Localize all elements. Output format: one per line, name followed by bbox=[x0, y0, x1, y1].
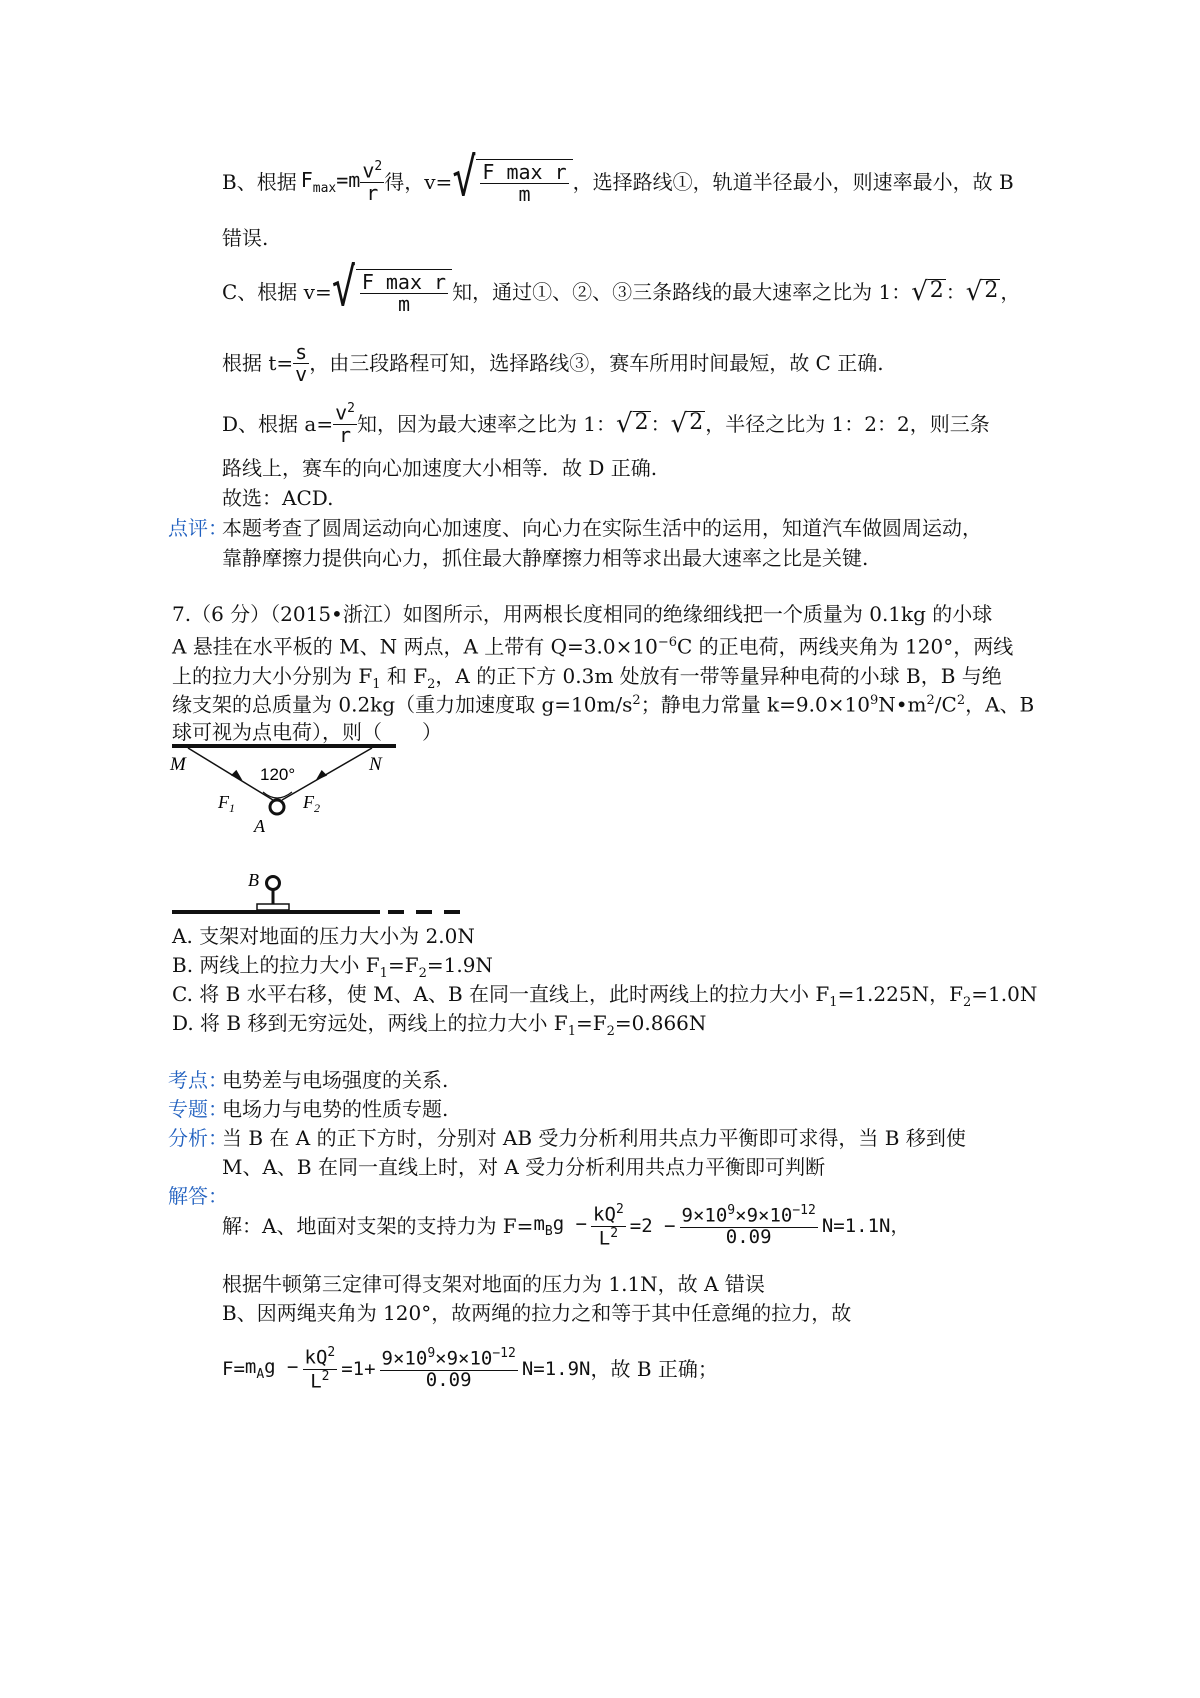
ball-a bbox=[270, 800, 284, 814]
q7-option-b: B. 两线上的拉力大小 $F_1=F_2=1.9N$ bbox=[172, 953, 493, 981]
formula-fmax: $F_{max}=m$ bbox=[300, 167, 361, 196]
sol6-c-text4: ， bbox=[1000, 280, 1021, 304]
thread-right bbox=[282, 748, 372, 800]
sol7-a-line2: 根据牛顿第三定律可得支架对地面的压力为 1.1N，故 A 错误 bbox=[222, 1272, 765, 1296]
sol6-c-text2: 知，通过①、②、③三条路线的最大速率之比为 1： bbox=[452, 280, 912, 304]
sol6-d-text3: ： bbox=[650, 412, 671, 436]
q7-line5: 球可视为点电荷），则（ ） bbox=[172, 720, 442, 744]
kaodian-label: 考点： bbox=[168, 1068, 228, 1092]
sol7-b-line1: B、因两绳夹角为 120°，故两绳的拉力之和等于其中任意绳的拉力，故 bbox=[222, 1301, 852, 1325]
sqrt2-d2: √ 2 bbox=[670, 409, 704, 439]
comment-label: 点评： bbox=[168, 516, 228, 540]
sol7-b-line2: F= $m_Ag$ − $\frac{kQ^2}{L^2}$ =1+ $\frac{9\times 10^9\times 9\times 10^{-12}}{0.09}$ N=1.9N ，故 B 正确； bbox=[222, 1345, 718, 1392]
sol6-c-text3: ： bbox=[945, 280, 966, 304]
kaodian-text: 电势差与电场强度的关系. bbox=[222, 1068, 449, 1092]
label-f2: $F_2$ bbox=[303, 792, 320, 815]
formula-s-over-v: $\frac{s}{v}$ bbox=[295, 339, 308, 386]
fenxi-line2: M、A、B 在同一直线上时，对 A 受力分析利用共点力平衡即可判断 bbox=[222, 1155, 826, 1179]
sqrt2-d1: √ 2 bbox=[616, 409, 649, 439]
sqrt2-c1: √ 2 bbox=[911, 277, 944, 307]
sol6-c-line bbox=[222, 258, 1021, 322]
sqrt2-c2: √ 2 bbox=[965, 277, 999, 307]
q7-line1: 7.（6 分）（2015•浙江）如图所示，用两根长度相同的绝缘细线把一个质量为 0.1kg 的小球 bbox=[172, 602, 993, 626]
stand-base bbox=[257, 904, 289, 910]
sol6-d-line bbox=[222, 398, 990, 450]
q7-option-c: C. 将 B 水平右移，使 M、A、B 在同一直线上，此时两线上的拉力大小 $F_1=1.225N$，$F_2=1.0N$ bbox=[172, 982, 1038, 1010]
sol6-d-text4: ，半径之比为 1：2：2，则三条 bbox=[705, 412, 990, 436]
comment-line2: 靠静摩擦力提供向心力，抓住最大静摩擦力相等求出最大速率之比是关键. bbox=[222, 546, 869, 570]
sol6-answer: 故选：ACD. bbox=[222, 486, 334, 510]
label-m: M bbox=[170, 754, 186, 775]
sol6-d-text5: 路线上，赛车的向心加速度大小相等．故 D 正确. bbox=[222, 456, 658, 480]
q7-option-d: D. 将 B 移到无穷远处，两线上的拉力大小 $F_1=F_2=0.866N$ bbox=[172, 1011, 707, 1039]
sol6-b-text1: B、根据 bbox=[222, 170, 297, 194]
formula-v2-over-r: $\frac{v^2}{r}$ bbox=[362, 158, 383, 205]
sol6-b-line bbox=[222, 148, 1014, 212]
arrow-f2 bbox=[315, 770, 328, 781]
sol6-c-text6: ，由三段路程可知，选择路线③，赛车所用时间最短，故 C 正确. bbox=[309, 351, 884, 375]
sol6-b-text2: 得，v= bbox=[384, 170, 453, 194]
sol6-c-text1: C、根据 v= bbox=[222, 280, 332, 304]
q7-line2: A 悬挂在水平板的 M、N 两点，A 上带有 $Q=3.0\times 10^{-6}C$ 的正电荷，两线夹角为 120°，两线 bbox=[172, 634, 1014, 659]
q7-figure bbox=[160, 740, 480, 925]
sol6-c-line2 bbox=[222, 340, 884, 386]
label-b: B bbox=[248, 870, 259, 890]
zhuanti-label: 专题： bbox=[168, 1097, 228, 1121]
label-a: A bbox=[254, 816, 265, 836]
comment-line1: 本题考查了圆周运动向心加速度、向心力在实际生活中的运用，知道汽车做圆周运动， bbox=[222, 516, 982, 540]
ball-b bbox=[267, 877, 280, 890]
zhuanti-text: 电场力与电势的性质专题. bbox=[222, 1097, 449, 1121]
formula-sqrt-fmax-r-over-m: √ $\frac{\text{F max r}}{m}$ bbox=[452, 159, 572, 205]
sol6-d-text2: 知，因为最大速率之比为 1： bbox=[356, 412, 617, 436]
label-f1: $F_1$ bbox=[218, 792, 235, 815]
jieda-label: 解答： bbox=[168, 1184, 228, 1208]
label-angle: 120° bbox=[260, 765, 296, 784]
sol6-c-text5: 根据 t= bbox=[222, 351, 294, 375]
q7-line4: 缘支架的总质量为 0.2kg（重力加速度取 $g=10m/s^2$；静电力常量 $k=9.0\times 10^9N•m^2/C^2$，A、B bbox=[172, 692, 1035, 717]
sol6-d-text1: D、根据 a= bbox=[222, 412, 334, 436]
formula-sqrt-fmax-r-over-m-c: √ $\frac{\text{F max r}}{m}$ bbox=[332, 269, 452, 315]
sol6-b-text3: ，选择路线①，轨道半径最小，则速率最小，故 B bbox=[572, 170, 1014, 194]
sol6-b-text4: 错误. bbox=[222, 226, 269, 250]
q7-option-a: A. 支架对地面的压力大小为 2.0N bbox=[172, 924, 475, 948]
fenxi-label: 分析： bbox=[168, 1126, 228, 1150]
label-n: N bbox=[369, 754, 382, 775]
formula-a-v2-over-r: $\frac{v^2}{r}$ bbox=[335, 400, 355, 447]
sol7-a-line: 解：A、地面对支架的支持力为 F= $m_Bg$ − $\frac{kQ^2}{L^2}$ =2 − $\frac{9\times 10^9\times 9\times 10^{-12}}{0.09}$ N=1.1N， bbox=[222, 1202, 910, 1249]
fenxi-line1: 当 B 在 A 的正下方时，分别对 AB 受力分析利用共点力平衡即可求得，当 B 移到使 bbox=[222, 1126, 966, 1150]
q7-line3: 上的拉力大小分别为 $F_1$ 和 $F_2$，A 的正下方 0.3m 处放有一带等量异种电荷的小球 B，B 与绝 bbox=[172, 664, 1002, 692]
